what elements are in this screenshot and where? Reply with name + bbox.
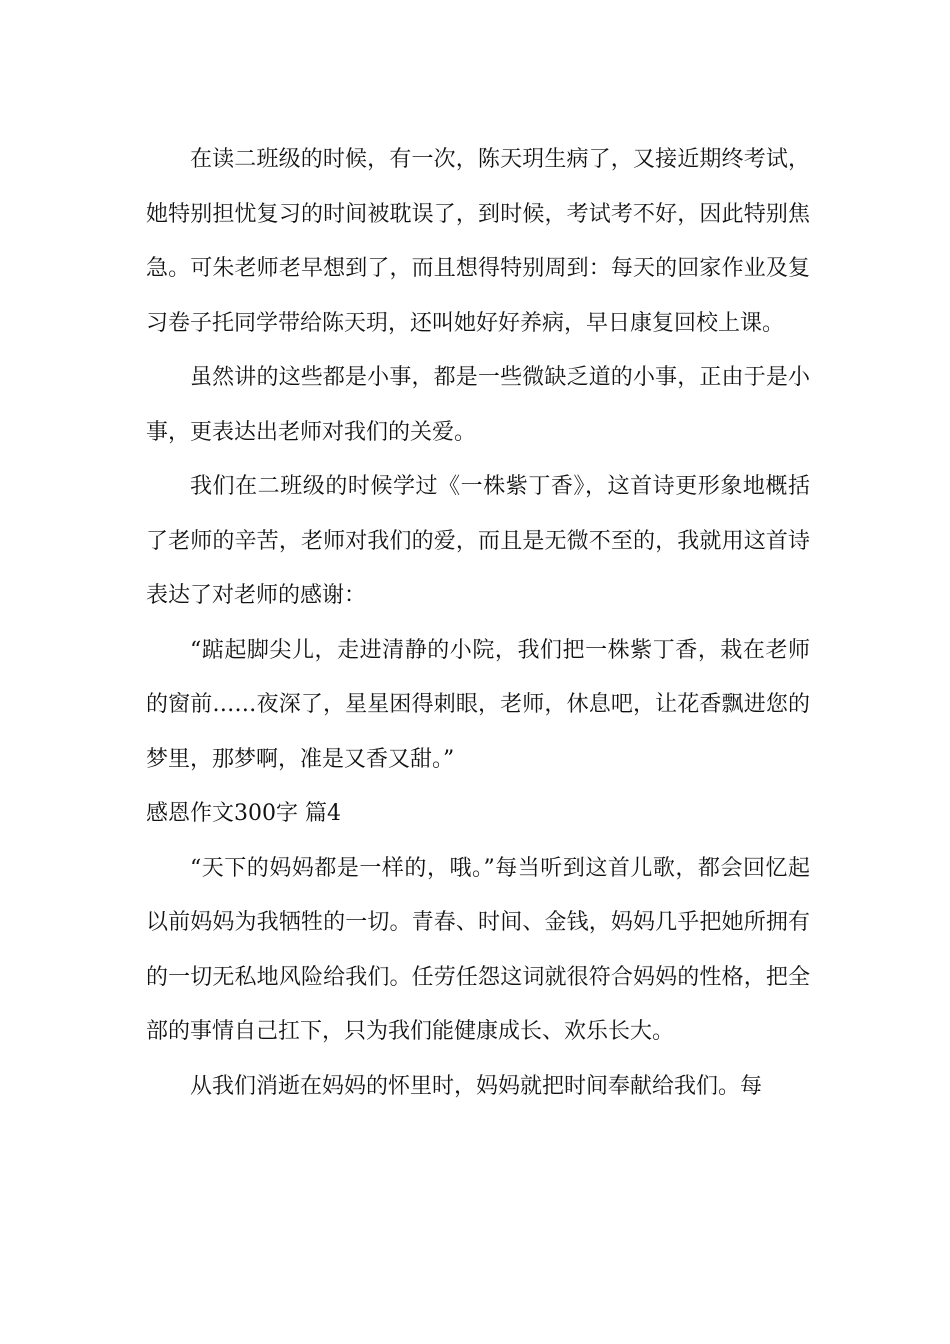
paragraph-small-things: 虽然讲的这些都是小事，都是一些微缺乏道的小事，正由于是小事，更表达出老师对我们的关爱。 — [146, 365, 810, 445]
paragraph-sick-classmate: 在读二班级的时候，有一次，陈天玥生病了，又接近期终考试，她特别担忧复习的时间被耽误了，到时候，考试考不好，因此特别焦急。可朱老师老早想到了，而且想得特别周到：每天的回家作业及复习卷子托同学带给陈天玥，还叫她好好养病，早日康复回校上课。 — [146, 147, 810, 336]
paragraph-lilac-poem-intro: 我们在二班级的时候学过《一株紫丁香》，这首诗更形象地概括了老师的辛苦，老师对我们的爱，而且是无微不至的，我就用这首诗表达了对老师的感谢： — [146, 474, 810, 608]
document-body — [146, 133, 810, 1114]
paragraph-lilac-poem-quote: “踮起脚尖儿，走进清静的小院，我们把一株紫丁香，栽在老师的窗前……夜深了，星星困得刺眼，老师，休息吧，让花香飘进您的梦里，那梦啊，准是又香又甜。” — [146, 637, 810, 772]
section-heading: 感恩作文300字 篇4 — [146, 801, 341, 826]
paragraph-mothers-song: “天下的妈妈都是一样的，哦。”每当听到这首儿歌，都会回忆起以前妈妈为我牺牲的一切。青春、时间、金钱，妈妈几乎把她所拥有的一切无私地风险给我们。任劳任怨这词就很符合妈妈的性格，把全部的事情自己扛下，只为我们能健康成长、欢乐长大。 — [146, 855, 810, 1044]
paragraph-mothers-time: 从我们消逝在妈妈的怀里时，妈妈就把时间奉献给我们。每 — [190, 1073, 763, 1099]
